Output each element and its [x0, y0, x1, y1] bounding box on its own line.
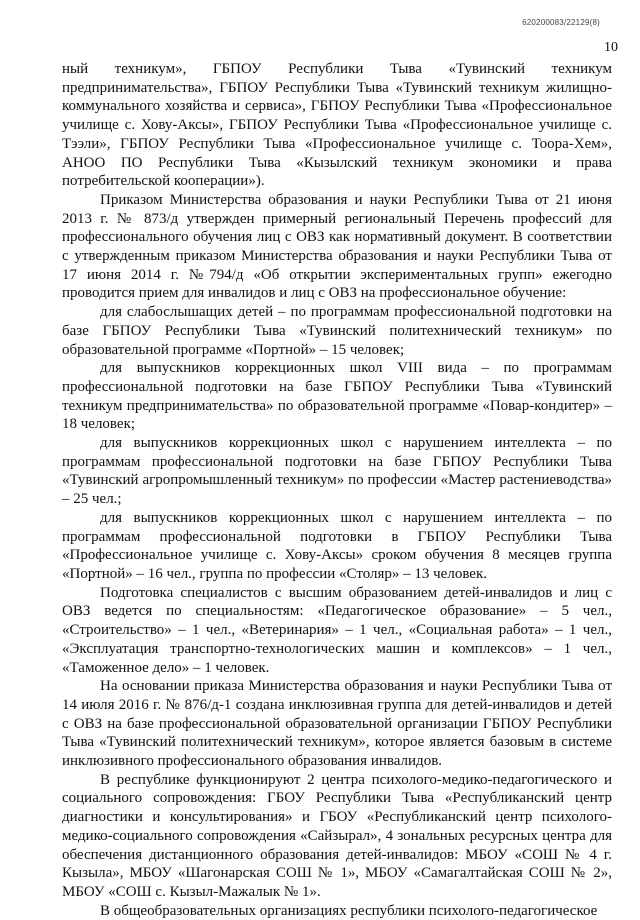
paragraph: В общеобразовательных организациях республики психолого-педагогическое — [100, 902, 598, 919]
paragraph: В республике функционируют 2 центра психолого-медико-педагогического и социального сопровождения: ГБОУ Республики Тыва «Республиканский центр диагностики и консультирования» и ГБОУ «Республиканский центр психолого-медико-социального сопровождения «Сайзырал», 4 зональных ресурсных центра для обеспечения дистанционного образования детей-инвалидов: МБОУ «СОШ № 4 г. Кызыла», МБОУ «Шагонарская СОШ № 1», МБОУ «Самагалтайская СОШ № 2», МБОУ «СОШ с. Кызыл-Мажалык № 1». — [62, 771, 612, 900]
page-number: 10 — [604, 40, 618, 55]
list-item: для выпускников коррекционных школ VIII вида – по программам профессиональной подготовки на базе ГБПОУ Республики Тыва «Тувинский техникум предпринимательства» по образовательной программе «Повар-кондитер» – 18 человек; — [62, 360, 612, 433]
document-body — [62, 60, 612, 920]
paragraph: Приказом Министерства образования и науки Республики Тыва от 21 июня 2013 г. № 873/д утвержден примерный региональный Перечень профессий для профессионального обучения лиц с ОВЗ как нормативный документ. В соответствии с утвержденным приказом Министерства образования и науки Республики Тыва от 17 июня 2014 г. №794/д «Об открытии экспериментальных групп» ежегодно проводится прием для инвалидов и лиц с ОВЗ на профессиональное обучение: — [62, 191, 612, 302]
list-item: для выпускников коррекционных школ с нарушением интеллекта – по программам профессиональной подготовки в ГБПОУ Республики Тыва «Профессиональное училище с. Хову-Аксы» сроком обучения 8 месяцев группа «Портной» – 16 чел., группа по профессии «Столяр» – 13 человек. — [62, 509, 612, 582]
list-item: для слабослышащих детей – по программам профессиональной подготовки на базе ГБПОУ Республики Тыва «Тувинский политехнический техникум» по образовательной программе «Портной» – 15 человек; — [62, 304, 612, 358]
list-item: для выпускников коррекционных школ с нарушением интеллекта – по программам профессиональной подготовки на базе ГБПОУ Республики Тыва «Тувинский агропромышленный техникум» по профессии «Мастер растениеводства» – 25 чел.; — [62, 435, 612, 508]
paragraph-continuation: ный техникум», ГБПОУ Республики Тыва «Тувинский техникум предпринимательства», ГБПОУ Республики Тыва «Тувинский техникум жилищно-коммунального хозяйства и сервиса», ГБПОУ Республики Тыва «Профессиональное училище с. Хову-Аксы», ГБПОУ Республики Тыва «Профессиональное училище с. Тээли», ГБПОУ Республики Тыва «Профессиональное училище с. Тоора-Хем», АНОО ПО Республики Тыва «Кызылский техникум экономики и права потребительской кооперации»). — [62, 61, 612, 190]
paragraph: На основании приказа Министерства образования и науки Республики Тыва от 14 июля 2016 г. № 876/д-1 создана инклюзивная группа для детей-инвалидов и детей с ОВЗ на базе профессиональной образовательной организации ГБПОУ Республики Тыва «Тувинский политехнический техникум», которое является базовым в системе инклюзивного профессионального образования инвалидов. — [62, 678, 612, 770]
document-code: 620200083/22129(8) — [522, 18, 600, 27]
paragraph: Подготовка специалистов с высшим образованием детей-инвалидов и лиц с ОВЗ ведется по специальностям: «Педагогическое образование» – 5 чел., «Строительство» – 1 чел., «Ветеринария» – 1 чел., «Социальная работа» – 1 чел., «Эксплуатация транспортно-технологических машин и комплексов» – 1 чел., «Таможенное дело» – 1 человек. — [62, 584, 612, 676]
